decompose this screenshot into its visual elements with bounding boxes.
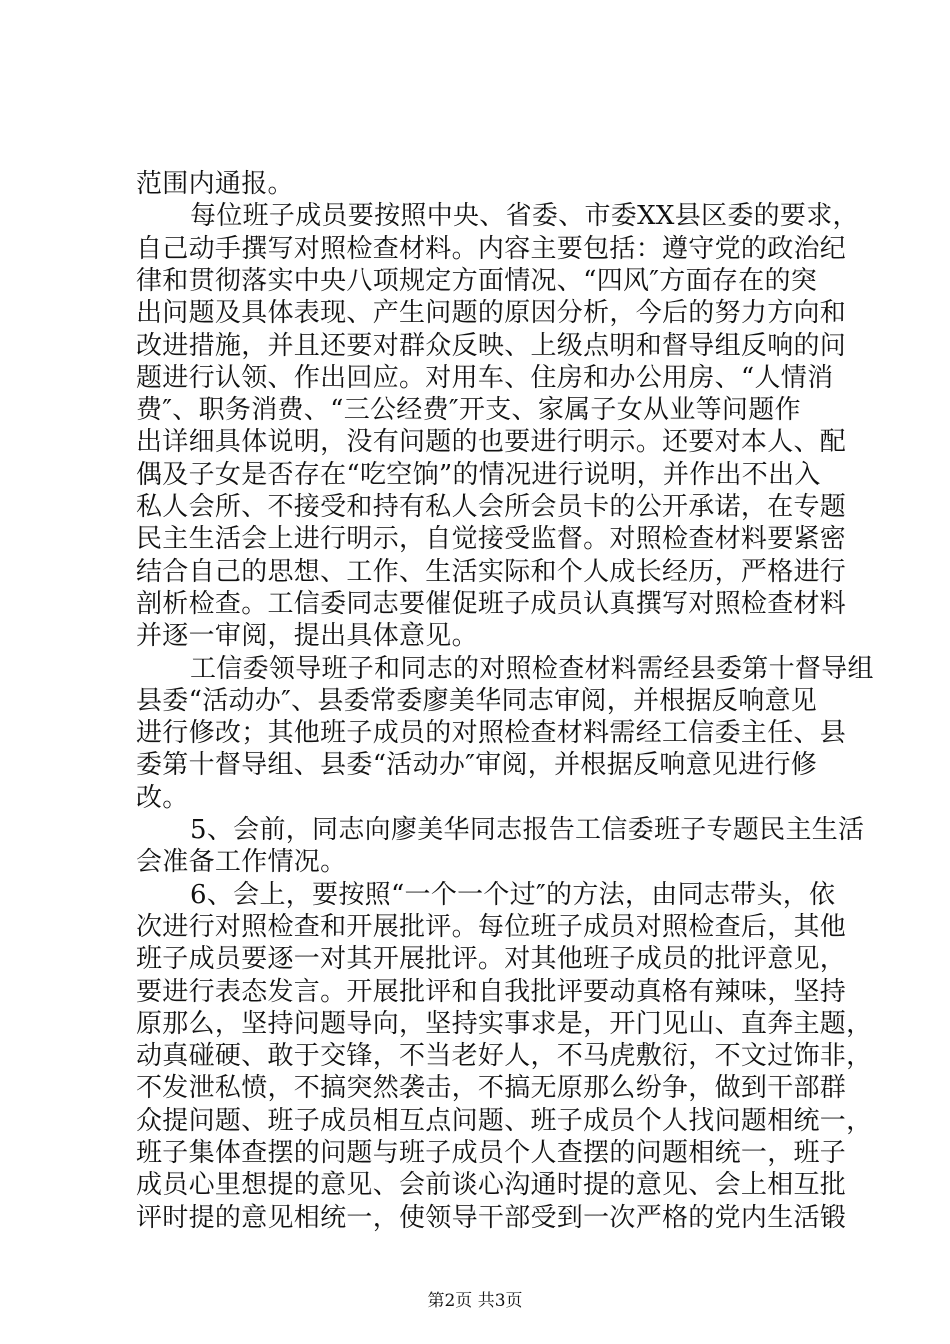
text-line: 6、会上，要按照“一个一个过″的方法，由同志带头，依 [190, 879, 836, 910]
text-line: 县委“活动办″、县委常委廖美华同志审阅，并根据反响意见 [136, 685, 818, 716]
text-line: 众提问题、班子成员相互点问题、班子成员个人找问题相统一， [136, 1105, 873, 1136]
text-line: 次进行对照检查和开展批评。每位班子成员对照检查后，其他 [136, 911, 847, 942]
text-line: 成员心里想提的意见、会前谈心沟通时提的意见、会上相互批 [136, 1170, 847, 1201]
text-line: 题进行认领、作出回应。对用车、住房和办公用房、“人情消 [136, 362, 834, 393]
text-line: 每位班子成员要按照中央、省委、市委XX县区委的要求， [190, 201, 859, 232]
text-line: 不发泄私愤，不搞突然袭击，不搞无原那么纷争，做到干部群 [136, 1073, 847, 1104]
text-line: 结合自己的思想、工作、生活实际和个人成长经历，严格进行 [136, 556, 847, 587]
text-line: 民主生活会上进行明示，自觉接受监督。对照检查材料要紧密 [136, 524, 847, 555]
text-line: 改进措施，并且还要对群众反映、上级点明和督导组反响的问 [136, 330, 847, 361]
text-line: 进行修改；其他班子成员的对照检查材料需经工信委主任、县 [136, 718, 847, 749]
text-line: 原那么，坚持问题导向，坚持实事求是，开门见山、直奔主题， [136, 1008, 873, 1039]
text-line: 委第十督导组、县委“活动办″审阅，并根据反响意见进行修 [136, 750, 818, 781]
text-line: 出问题及具体表现、产生问题的原因分析，今后的努力方向和 [136, 298, 847, 329]
text-line: 改。 [136, 782, 189, 813]
page-number-footer: 第2页 共3页 [427, 1291, 523, 1311]
text-line: 工信委领导班子和同志的对照检查材料需经县委第十督导组 [190, 653, 874, 684]
text-line: 剖析检查。工信委同志要催促班子成员认真撰写对照检查材料 [136, 588, 847, 619]
text-line: 自己动手撰写对照检查材料。内容主要包括：遵守党的政治纪 [136, 233, 847, 264]
text-line: 班子集体查摆的问题与班子成员个人查摆的问题相统一，班子 [136, 1138, 847, 1168]
text-line: 会准备工作情况。 [136, 847, 347, 878]
text-line: 律和贯彻落实中央八项规定方面情况、“四风″方面存在的突 [136, 265, 818, 296]
text-line: 要进行表态发言。开展批评和自我批评要动真格有辣味，坚持 [136, 976, 847, 1007]
text-line: 出详细具体说明，没有问题的也要进行明示。还要对本人、配 [136, 427, 847, 458]
text-line: 并逐一审阅，提出具体意见。 [136, 621, 478, 652]
text-line: 动真碰硬、敢于交锋，不当老好人，不马虎敷衍，不文过饰非， [136, 1041, 873, 1072]
text-line: 评时提的意见相统一，使领导干部受到一次严格的党内生活锻 [136, 1202, 847, 1233]
text-line: 费″、职务消费、“三公经费″开支、家属子女从业等问题作 [136, 395, 801, 426]
text-line: 私人会所、不接受和持有私人会所会员卡的公开承诺，在专题 [136, 492, 847, 522]
text-line: 5、会前，同志向廖美华同志报告工信委班子专题民主生活 [190, 815, 865, 845]
text-line: 班子成员要逐一对其开展批评。对其他班子成员的批评意见， [136, 944, 847, 975]
text-line: 范围内通报。 [136, 169, 294, 199]
text-line: 偶及子女是否存在“吃空饷”的情况进行说明，并作出不出入 [136, 459, 821, 490]
